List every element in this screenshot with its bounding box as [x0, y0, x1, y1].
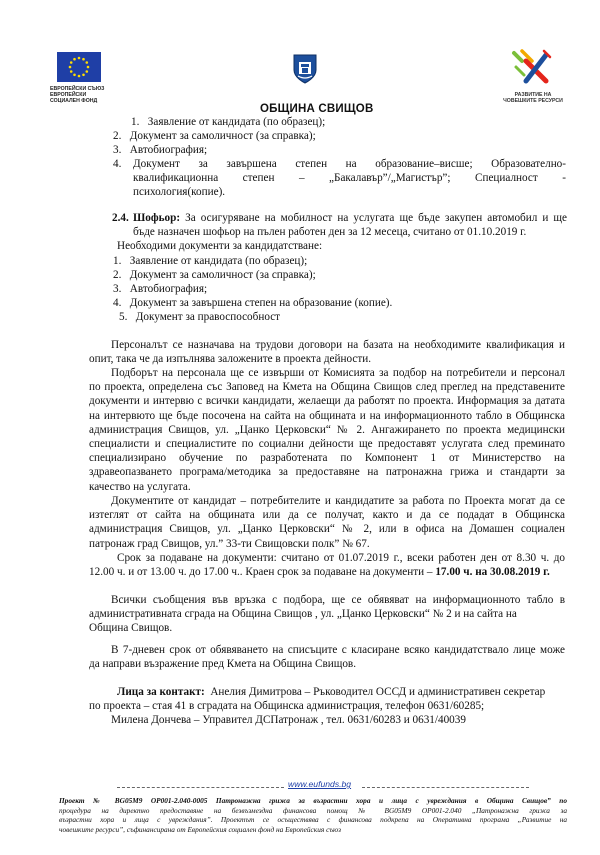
eu-star — [70, 70, 73, 73]
footer-project-note — [59, 796, 567, 834]
para-3-line: Документите от кандидат – потребителите и кандидатите за работа по Проекта могат да се — [111, 495, 565, 507]
eu-caption: ЕВРОПЕЙСКИ СЪЮЗ ЕВРОПЕЙСКИ СОЦИАЛЕН ФОНД — [50, 86, 105, 104]
eu-star — [69, 66, 72, 69]
list-a-item-4-line3: психология(копие). — [133, 186, 226, 198]
para-5-line2: административната сграда на Община Свищов , ул. „Цанко Церковски“ № 2 и на сайта на — [89, 608, 517, 620]
list-b-item-5: 5. Документ за правоспособност — [119, 311, 281, 323]
para-4-line2: 12.00 ч. и от 13.00 ч. до 17.00 ч.. Краен срок за подаване на документи – 17.00 ч. на 30.08.2019 г. — [89, 566, 550, 578]
hr-program-logo — [508, 47, 556, 87]
eu-star — [82, 73, 85, 76]
contacts-label: Лица за контакт: — [117, 686, 205, 698]
para-2-last-line: качество на услугата. — [89, 480, 191, 493]
footer-line: възрастни хора и лица с увреждания”. Проектът се осъществява с финансова подкрепа на Оперативна програма „Развитие на — [59, 815, 567, 825]
municipality-name: ОБЩИНА СВИЩОВ — [260, 103, 374, 115]
para-1-line1: Персоналът се назначава на трудови договори на базата на необходимите квалификация и — [111, 339, 565, 351]
para-6-line2: да направи възражение пред Кмета на Община Свищов. — [89, 658, 356, 670]
section-24-line1: Шофьор: За осигуряване на мобилност на услугата ще бъде закупен автомобил и ще — [133, 212, 567, 224]
eu-flag-icon — [57, 52, 101, 82]
eu-star — [73, 58, 76, 61]
para-2-line: документи и интервю с всички кандидати, желаещи да работят по проекта. Информация за датата — [89, 395, 565, 408]
eu-star — [87, 66, 90, 69]
section-24-docs-heading: Необходими документи за кандидатстване: — [117, 240, 323, 252]
eu-star — [78, 75, 81, 78]
contacts-line2: по проекта – стая 41 в сградата на Общинска администрация, телефон 0631/60285; — [89, 700, 485, 712]
para-2 — [89, 366, 565, 494]
crest-shield-icon — [293, 54, 317, 84]
list-a-item-4-line2: квалификационна степен – „Бакалавър”/„Магистър”; Специалност - — [133, 172, 566, 184]
para-2-line: Подборът на персонала ще се извърши от Комисията за подбор на потребители и персонал — [111, 367, 565, 379]
para-1-line2: опит, така че да изпълнява заложените в проекта дейности. — [89, 353, 371, 365]
footer-last-line: човешките ресурси”, съфинансирана от Европейския социален фонд на Европейския съюз — [59, 824, 341, 834]
para-4-line1: Срок за подаване на документи: считано от 01.07.2019 г., всеки работен ден от 8.30 ч. до — [117, 552, 565, 564]
section-24-line2: бъде назначен шофьор на пълен работен ден за 12 месеца, считано от 01.10.2019 г. — [133, 226, 527, 238]
list-b-item-3: 3. Автобиография; — [113, 283, 208, 295]
list-a-item-1: 1. Заявление от кандидата (по образец); — [131, 116, 326, 128]
list-a-item-3: 3. Автобиография; — [113, 144, 208, 156]
hr-program-caption: РАЗВИТИЕ НА ЧОВЕШКИТЕ РЕСУРСИ — [503, 92, 563, 104]
para-2-line: специалисти и специалистите по социални дейности ще предоставят услугата след преминато — [89, 438, 565, 451]
section-24-number: 2.4. — [112, 212, 129, 224]
para-6-line1: В 7-дневен срок от обявяването на списъците с класиране всяко кандидатствало лице може — [111, 644, 565, 656]
list-b-item-1: 1. Заявление от кандидата (по образец); — [113, 255, 308, 267]
footer-line: процедура на директно предоставяне на безвъзмездна финансова помощ № BG05M9 OP001-2.040 „Патронажна грижа за — [59, 805, 567, 815]
eu-star — [85, 61, 88, 64]
footer-divider-left — [117, 787, 284, 788]
eu-star — [85, 70, 88, 73]
list-a-item-2: 2. Документ за самоличност (за справка); — [113, 130, 316, 142]
para-5-line3: Община Свищов. — [89, 622, 173, 634]
para-2-line: на интервюто ще бъде посочена на сайта на общината и на информационното табло в Общинска — [89, 409, 565, 422]
municipality-crest — [293, 54, 317, 84]
eufunds-link[interactable]: www.eufunds.bg — [288, 779, 352, 789]
hr-program-icon — [508, 47, 556, 87]
para-2-line: администрация Свищов, ул. „Цанко Церковски“ № 2. Ангажирането по проекта медицински — [89, 423, 565, 436]
para-3-line: изтеглят от сайта на общината или да се получат, както и да се подадат в Общинска — [89, 509, 565, 522]
list-b-item-4: 4. Документ за завършена степен на образование (копие). — [113, 297, 393, 309]
list-a-item-4-num: 4. — [113, 158, 122, 170]
eu-star — [73, 73, 76, 76]
eu-star — [70, 61, 73, 64]
contacts-line3: Милена Дончева – Управител ДСПатронаж , тел. 0631/60283 и 0631/40039 — [111, 714, 466, 726]
para-5-line1: Всички съобщения във връзка с подбора, ще се обявяват на информационното табло в — [111, 594, 565, 606]
para-3 — [89, 494, 565, 551]
eu-star — [82, 58, 85, 61]
list-a-item-4-line1: Документ за завършена степен на образование–висше; Образователно- — [133, 158, 566, 170]
para-2-line: по проекта, определена със Заповед на Кмета на Община Свищов след преглед на представените — [89, 381, 565, 394]
para-2-line: специализирано обучение по разработената по Компонент 1 от Министерство на — [89, 452, 565, 465]
para-2-line: здравеопазването програма/методика за предоставяне на патронажна грижа и стандарти за — [89, 466, 565, 479]
para-3-line: администрация Свищов, ул. „Цанко Церковски“ № 2, или в офиса на Домашен социален — [89, 523, 565, 536]
eu-flag-logo — [57, 52, 101, 82]
eu-star — [78, 57, 81, 60]
footer-divider-right — [362, 787, 529, 788]
contacts-line1: Лица за контакт: Анелия Димитрова – Ръководител ОССД и административен секретар — [117, 686, 546, 698]
para-3-last-line: патронаж град Свищов, ул.” 33-ти Свищовски полк” № 67. — [89, 537, 370, 550]
list-b-item-2: 2. Документ за самоличност (за справка); — [113, 269, 316, 281]
footer-line: Проект № BG05M9 OP001-2.040-0005 Патронажна грижа за възрастни хора и лица с увреждания в Община Свищов” по — [59, 796, 567, 805]
